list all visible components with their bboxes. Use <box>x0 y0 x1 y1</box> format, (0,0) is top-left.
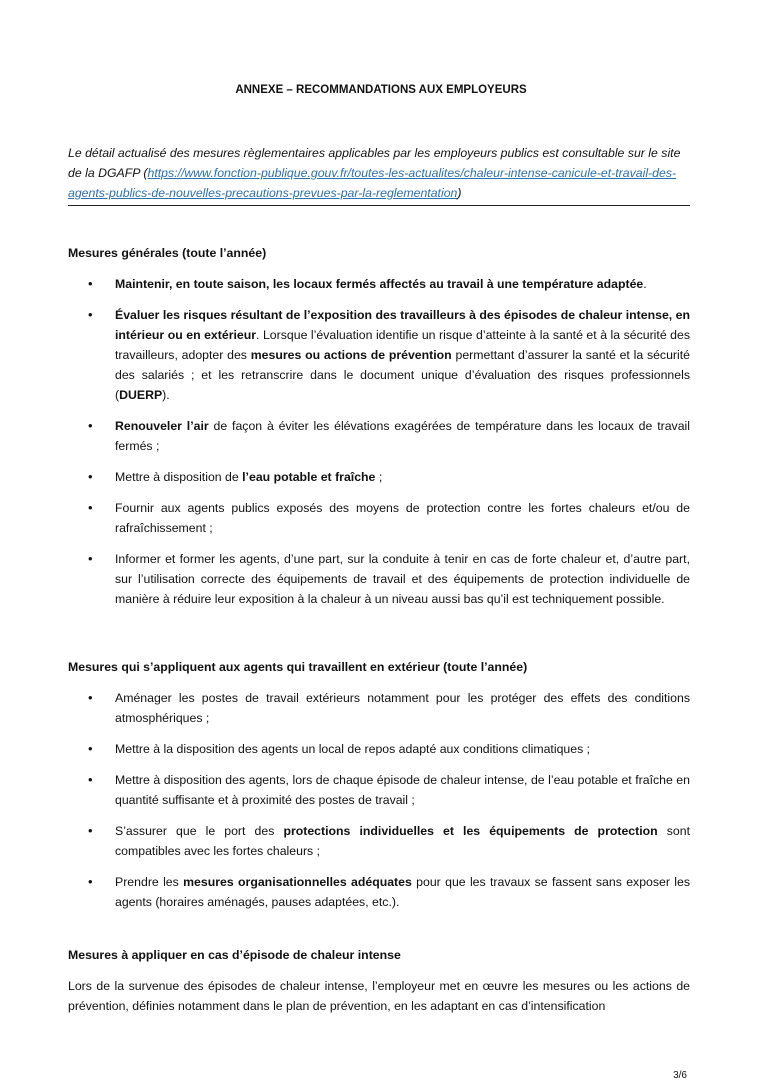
list-item: • S’assurer que le port des protections individuelles et les équipements de protection sont compatibles avec les fortes chaleurs ; <box>68 821 690 861</box>
section-heading: Mesures qui s’appliquent aux agents qui travaillent en extérieur (toute l’année) <box>68 660 528 674</box>
intro-paragraph <box>68 143 690 206</box>
section-heading: Mesures à appliquer en cas d’épisode de chaleur intense <box>68 948 401 962</box>
list-item: • Mettre à disposition de l’eau potable et fraîche ; <box>68 467 690 487</box>
section-outdoor-measures <box>68 658 690 923</box>
bullet-list <box>68 274 690 609</box>
list-item: • Maintenir, en toute saison, les locaux fermés affectés au travail à une température adaptée. <box>68 274 690 294</box>
list-item: • Informer et former les agents, d’une part, sur la conduite à tenir en cas de forte chaleur et, d’autre part, sur l’utilisation correcte des équipements de travail et des équipements de protection individuelle de manière à réduire leur exposition à la chaleur à un niveau aussi bas qu’il est techniquement possible. <box>68 549 690 609</box>
section-heatwave-measures <box>68 946 690 1016</box>
list-item: • Fournir aux agents publics exposés des moyens de protection contre les fortes chaleurs et/ou de rafraîchissement ; <box>68 498 690 538</box>
page-title: ANNEXE – RECOMMANDATIONS AUX EMPLOYEURS <box>235 84 527 96</box>
section-heading: Mesures générales (toute l’année) <box>68 246 267 260</box>
list-item: • Prendre les mesures organisationnelles adéquates pour que les travaux se fassent sans exposer les agents (horaires aménagés, pauses adaptées, etc.). <box>68 872 690 912</box>
list-item: • Renouveler l’air de façon à éviter les élévations exagérées de température dans les locaux de travail fermés ; <box>68 416 690 456</box>
intro-text: Le détail actualisé des mesures règlementaires applicables par les employeurs publics est consultable sur le site de la DGAFP ( <box>68 146 681 180</box>
page-number: 3/6 <box>673 1070 687 1081</box>
section-paragraph: Lors de la survenue des épisodes de chaleur intense, l’employeur met en œuvre les mesures ou les actions de prévention, définies notamment dans le plan de prévention, en les adaptant en cas d’intensification <box>68 979 690 1013</box>
section-general-measures <box>68 244 690 620</box>
dgafp-link[interactable]: https://www.fonction-publique.gouv.fr/toutes-les-actualites/chaleur-intense-canicule-et-travail-des-agents-publics-de-nouvelles-precautions-prevues-par-la-reglementation <box>68 166 677 200</box>
list-item: • Évaluer les risques résultant de l’exposition des travailleurs à des épisodes de chaleur intense, en intérieur ou en extérieur. Lorsque l’évaluation identifie un risque d’atteinte à la santé et à la sécurité des travailleurs, adopter des mesures ou actions de prévention permettant d’assurer la santé et la sécurité des salariés ; et les retranscrire dans le document unique d’évaluation des risques professionnels (DUERP). <box>68 305 690 405</box>
bullet-list <box>68 688 690 912</box>
list-item: • Aménager les postes de travail extérieurs notamment pour les protéger des effets des conditions atmosphériques ; <box>68 688 690 728</box>
list-item: • Mettre à la disposition des agents un local de repos adapté aux conditions climatiques ; <box>68 739 690 759</box>
list-item: • Mettre à disposition des agents, lors de chaque épisode de chaleur intense, de l’eau potable et fraîche en quantité suffisante et à proximité des postes de travail ; <box>68 770 690 810</box>
intro-close: ) <box>457 186 462 200</box>
